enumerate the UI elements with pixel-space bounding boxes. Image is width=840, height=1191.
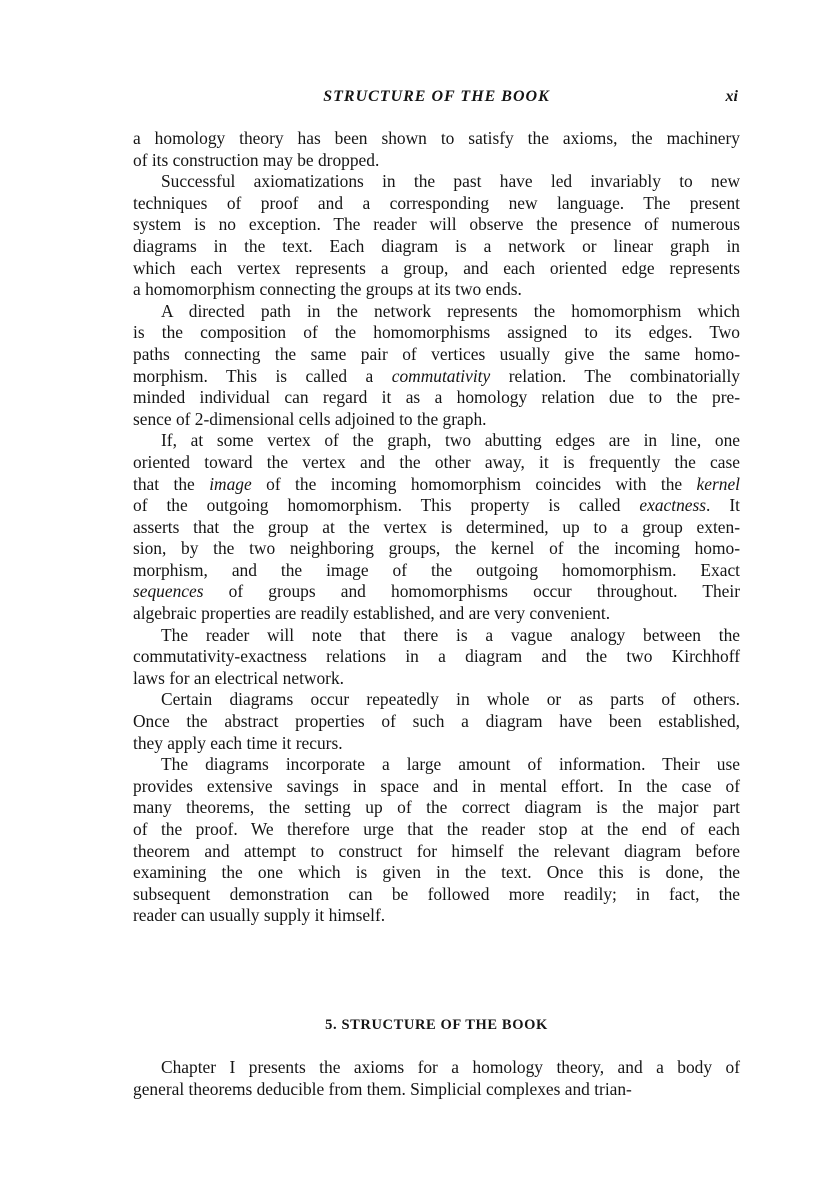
text-line: that the image of the incoming homomorphism coincides with the kernel [133,473,740,494]
text-line: of the proof. We therefore urge that the reader stop at the end of each [133,819,740,839]
text-line: A directed path in the network represents the homomorphism which [161,300,740,321]
text-line: morphism. This is called a commutativity relation. The combinatorially [133,365,740,386]
text-line: examining the one which is given in the text. Once this is done, the [133,862,740,883]
text-line: a homology theory has been shown to satisfy the axioms, the machinery [133,128,740,148]
text-line: subsequent demonstration can be followed more readily; in fact, the [133,883,740,904]
text-line: system is no exception. The reader will observe the presence of numerous [133,214,740,235]
text-line: If, at some vertex of the graph, two abutting edges are in line, one [161,430,740,451]
paragraph [133,754,740,927]
text-line: techniques of proof and a corresponding new language. The present [133,192,740,213]
running-title: STRUCTURE OF THE BOOK [323,88,550,105]
text-line: sion, by the two neighboring groups, the kernel of the incoming homo- [133,538,740,559]
text-line: asserts that the group at the vertex is determined, up to a group exten- [133,516,740,537]
paragraph [133,301,740,431]
text-line: which each vertex represents a group, and each oriented edge represents [133,257,740,278]
emphasized-term: image [209,473,252,494]
text-line: oriented toward the vertex and the other away, it is frequently the case [133,451,740,472]
text-line: Once the abstract properties of such a diagram have been established, [133,711,740,732]
emphasized-term: exactness [639,495,707,516]
paragraph [133,128,740,171]
text-line: many theorems, the setting up of the correct diagram is the major part [133,797,740,818]
text-line: sence of 2-dimensional cells adjoined to the graph. [133,408,487,429]
section-heading: 5. STRUCTURE OF THE BOOK [325,1017,548,1033]
text-line: they apply each time it recurs. [133,732,343,753]
text-line: algebraic properties are readily established, and are very convenient. [133,603,611,624]
emphasized-term: sequences [133,581,204,602]
text-line: laws for an electrical network. [133,667,345,688]
text-line: The diagrams incorporate a large amount of information. Their use [161,754,740,775]
text-line: general theorems deducible from them. Simplicial complexes and trian- [133,1078,632,1099]
text-line: theorem and attempt to construct for himself the relevant diagram before [133,840,740,861]
text-line: of its construction may be dropped. [133,149,380,170]
paragraph [133,1057,740,1100]
paragraph [133,625,740,690]
paragraph [133,430,740,624]
emphasized-term: kernel [696,473,740,494]
text-line: Certain diagrams occur repeatedly in whole or as parts of others. [161,689,740,710]
text-line: Chapter I presents the axioms for a homology theory, and a body of [161,1057,740,1077]
text-line: of the outgoing homomorphism. This property is called exactness. It [133,495,740,516]
text-line: paths connecting the same pair of vertices usually give the same homo- [133,343,740,364]
emphasized-term: commutativity [391,365,491,386]
page-number: xi [725,88,738,105]
text-line: diagrams in the text. Each diagram is a network or linear graph in [133,235,740,256]
body-text [133,128,740,927]
text-line: is the composition of the homomorphisms assigned to its edges. Two [133,322,740,343]
text-line: sequences of groups and homomorphisms occur throughout. Their [133,581,740,602]
running-head [133,88,740,110]
text-line: commutativity-exactness relations in a diagram and the two Kirchhoff [133,646,740,667]
text-line: The reader will note that there is a vague analogy between the [161,624,740,645]
text-line: Successful axiomatizations in the past have led invariably to new [161,171,740,192]
text-line: morphism, and the image of the outgoing homomorphism. Exact [133,559,740,580]
section-text [133,1057,740,1100]
text-line: reader can usually supply it himself. [133,905,386,926]
text-line: a homomorphism connecting the groups at its two ends. [133,279,522,300]
paragraph [133,689,740,754]
text-line: provides extensive savings in space and in mental effort. In the case of [133,775,740,796]
text-line: minded individual can regard it as a homology relation due to the pre- [133,387,740,408]
paragraph [133,171,740,301]
